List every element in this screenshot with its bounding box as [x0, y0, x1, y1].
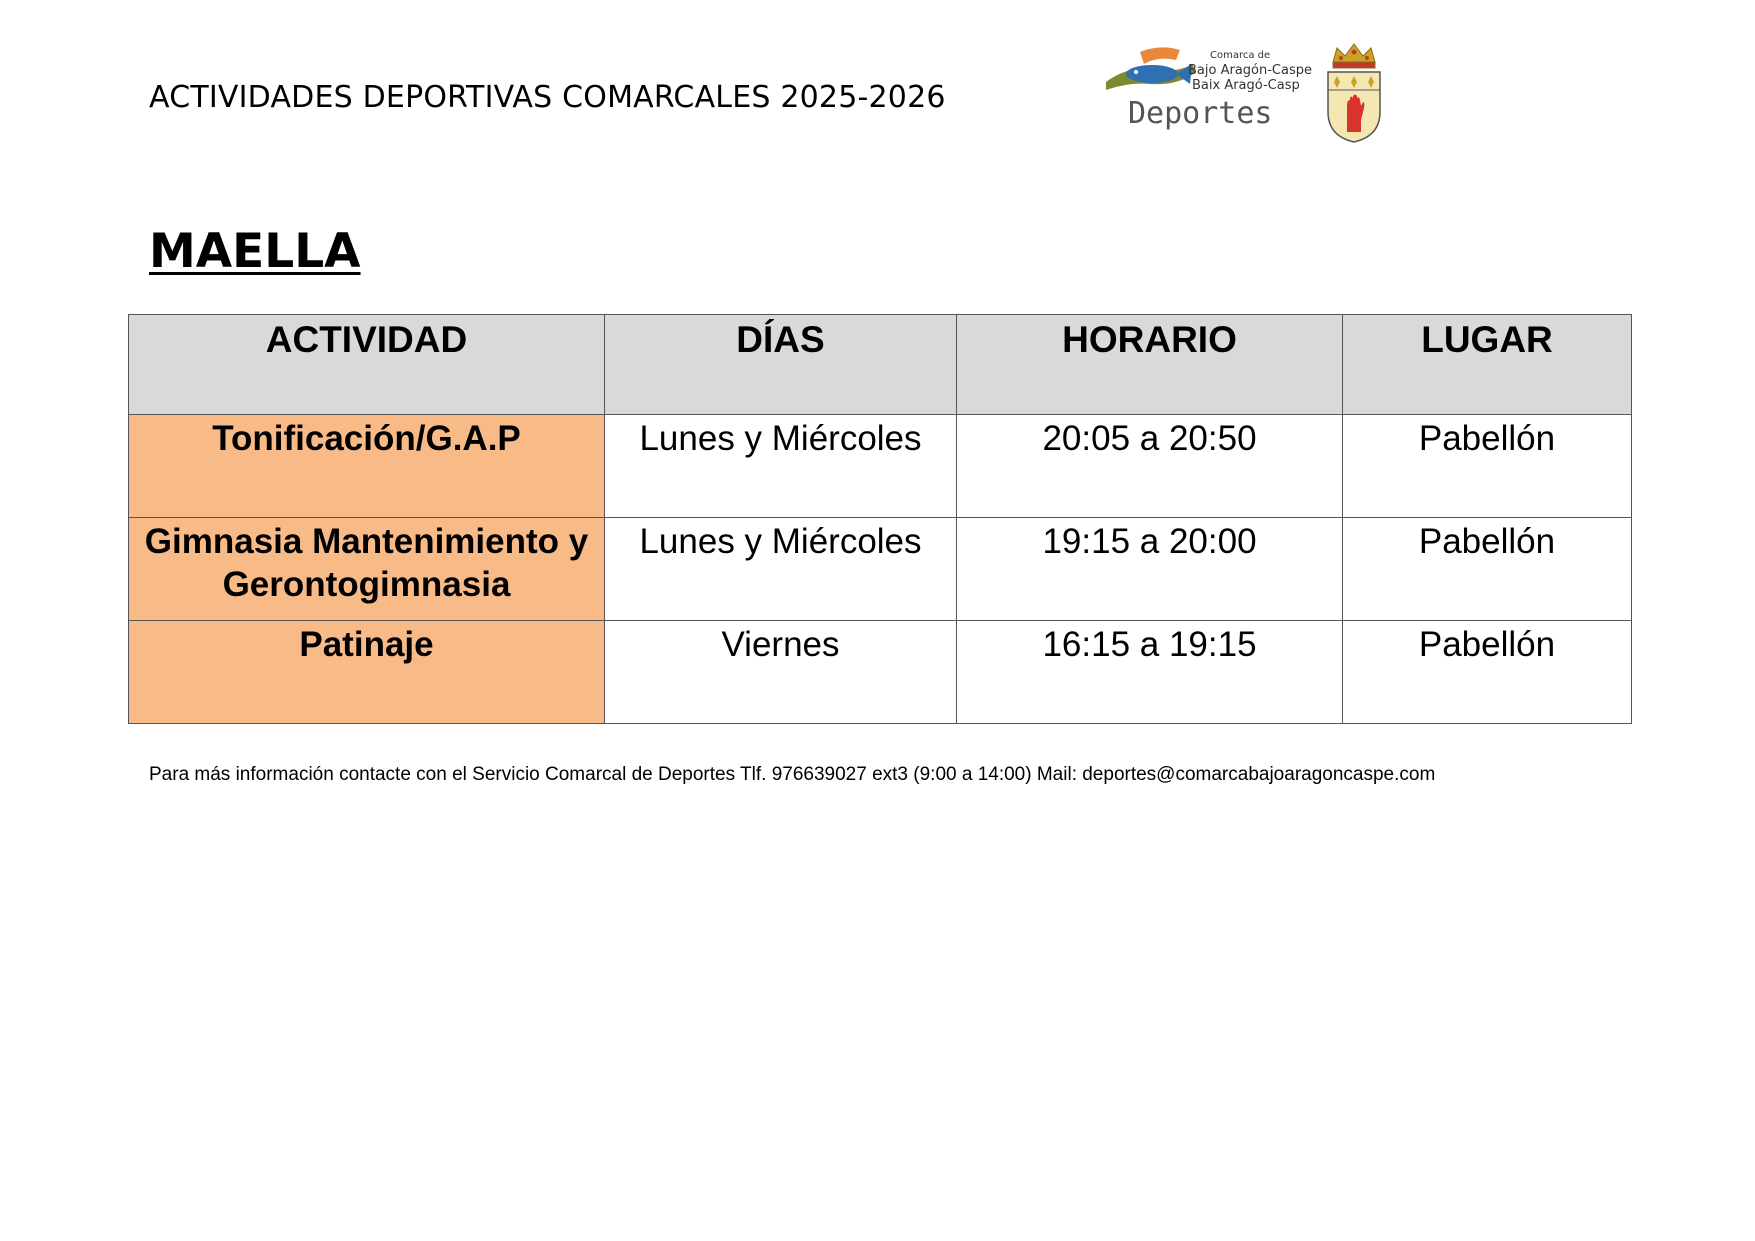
cell-lugar: Pabellón — [1343, 415, 1632, 518]
cell-actividad: Tonificación/G.A.P — [129, 415, 605, 518]
header-dias: DÍAS — [605, 315, 957, 415]
logo-line-2: Bajo Aragón-Caspe — [1188, 63, 1312, 78]
cell-actividad: Gimnasia Mantenimiento y Gerontogimnasia — [129, 518, 605, 621]
header-actividad: ACTIVIDAD — [129, 315, 605, 415]
logo-line-1: Comarca de — [1210, 50, 1271, 61]
cell-dias: Lunes y Miércoles — [605, 518, 957, 621]
logo-deportes-text: Deportes — [1128, 96, 1273, 131]
document-title: ACTIVIDADES DEPORTIVAS COMARCALES 2025-2026 — [149, 80, 946, 115]
header-horario: HORARIO — [957, 315, 1343, 415]
cell-horario: 16:15 a 19:15 — [957, 621, 1343, 724]
cell-dias: Viernes — [605, 621, 957, 724]
cell-horario: 19:15 a 20:00 — [957, 518, 1343, 621]
cell-horario: 20:05 a 20:50 — [957, 415, 1343, 518]
table-header-row — [129, 315, 1632, 415]
coat-of-arms-icon — [1323, 40, 1385, 144]
town-heading: MAELLA — [149, 224, 361, 279]
cell-lugar: Pabellón — [1343, 621, 1632, 724]
logo-line-3: Baix Aragó-Casp — [1192, 78, 1300, 93]
cell-dias: Lunes y Miércoles — [605, 415, 957, 518]
table-row — [129, 518, 1632, 621]
table-row — [129, 621, 1632, 724]
table-row — [129, 415, 1632, 518]
schedule-table — [128, 314, 1632, 724]
comarca-deportes-logo — [1100, 42, 1312, 142]
cell-actividad: Patinaje — [129, 621, 605, 724]
header-lugar: LUGAR — [1343, 315, 1632, 415]
contact-footer: Para más información contacte con el Servicio Comarcal de Deportes Tlf. 976639027 ext3 (9:00 a 14:00) Mail: deportes@comarcabajoaragoncaspe.com — [149, 764, 1436, 785]
cell-lugar: Pabellón — [1343, 518, 1632, 621]
